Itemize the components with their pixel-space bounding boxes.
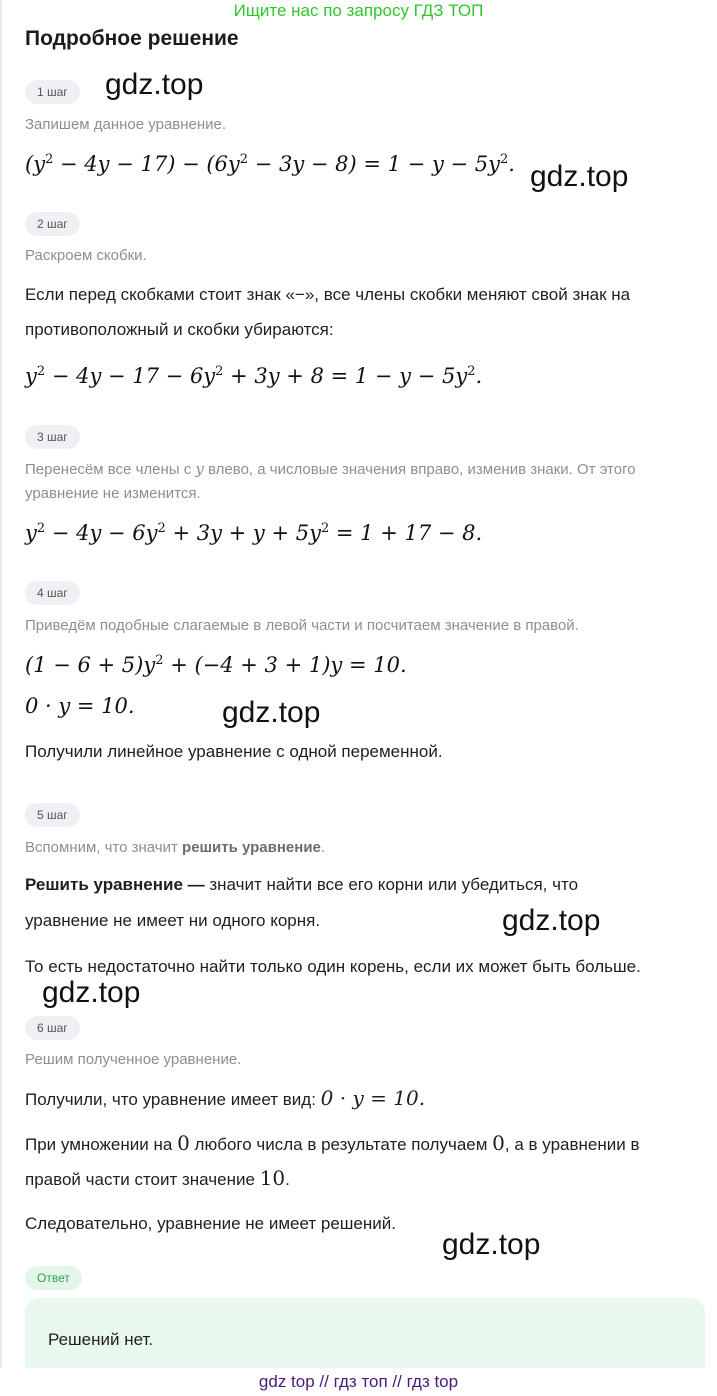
step-2-hint: Раскроем скобки. <box>25 247 147 264</box>
search-banner[interactable]: Ищите нас по запросу ГДЗ ТОП <box>233 1 484 20</box>
footer-links[interactable]: gdz top // гдз топ // гдз top <box>0 1368 717 1396</box>
watermark: gdz.top <box>105 68 204 101</box>
equation-moved: $y^2 - 4y - 6y^2 + 3y + y + 5y^2 = 1 + 17 - 8$. <box>25 521 483 545</box>
step-6-chip: 6 шаг <box>25 1016 80 1040</box>
left-border <box>0 0 2 1370</box>
step-5-note: То есть недостаточно найти только один корень, если их может быть больше. <box>25 957 641 976</box>
step-6-explain-line2: правой части стоит значение 10. <box>25 1166 290 1190</box>
step-1-hint: Запишем данное уравнение. <box>25 116 227 133</box>
equation-grouped: $(1 - 6 + 5)y^2 + (-4 + 3 + 1)y = 10$. <box>25 653 407 677</box>
answer-chip: Ответ <box>25 1266 82 1290</box>
step-6-conclusion: Следовательно, уравнение не имеет решений. <box>25 1214 396 1233</box>
watermark: gdz.top <box>442 1228 541 1261</box>
step-5-definition-line2: уравнение не имеет ни одного корня. <box>25 911 321 930</box>
watermark: gdz.top <box>222 696 321 729</box>
page-title: Подробное решение <box>25 27 239 50</box>
step-1-chip: 1 шаг <box>25 80 80 104</box>
watermark: gdz.top <box>502 904 601 937</box>
equation-linear: 0 · y = 10. <box>25 694 135 718</box>
step-5-chip: 5 шаг <box>25 803 80 827</box>
equation-original: $(y^2 - 4y - 17) - (6y^2 - 3y - 8) = 1 - y - 5y^2$. <box>25 152 515 176</box>
step-6-hint: Решим полученное уравнение. <box>25 1051 242 1068</box>
step-2-chip: 2 шаг <box>25 212 80 236</box>
step-6-explain-line1: При умножении на 0 любого числа в результате получаем 0, а в уравнении в <box>25 1131 640 1155</box>
step-3-hint-line2: уравнение не изменится. <box>25 485 201 502</box>
step-4-text: Получили линейное уравнение с одной переменной. <box>25 742 443 761</box>
step-5-definition: Решить уравнение — значит найти все его корни или убедиться, что <box>25 875 579 894</box>
step-4-chip: 4 шаг <box>25 581 80 605</box>
step-4-hint: Приведём подобные слагаемые в левой части и посчитаем значение в правой. <box>25 617 579 634</box>
answer-text: Решений нет. <box>48 1330 154 1349</box>
step-6-form: Получили, что уравнение имеет вид: 0 · y = 10. <box>25 1086 426 1110</box>
step-5-hint: Вспомним, что значит решить уравнение. <box>25 839 326 856</box>
step-2-rule-line2: противоположный и скобки убираются: <box>25 320 334 339</box>
step-3-hint: Перенесём все члены с y влево, а числовые значения вправо, изменив знаки. От этого <box>25 460 636 478</box>
watermark: gdz.top <box>530 160 629 193</box>
watermark: gdz.top <box>42 976 141 1009</box>
step-3-chip: 3 шаг <box>25 425 80 449</box>
equation-expanded: $y^2 - 4y - 17 - 6y^2 + 3y + 8 = 1 - y - 5y^2$. <box>25 364 483 388</box>
step-2-rule-line1: Если перед скобками стоит знак «−», все члены скобки меняют свой знак на <box>25 285 631 304</box>
